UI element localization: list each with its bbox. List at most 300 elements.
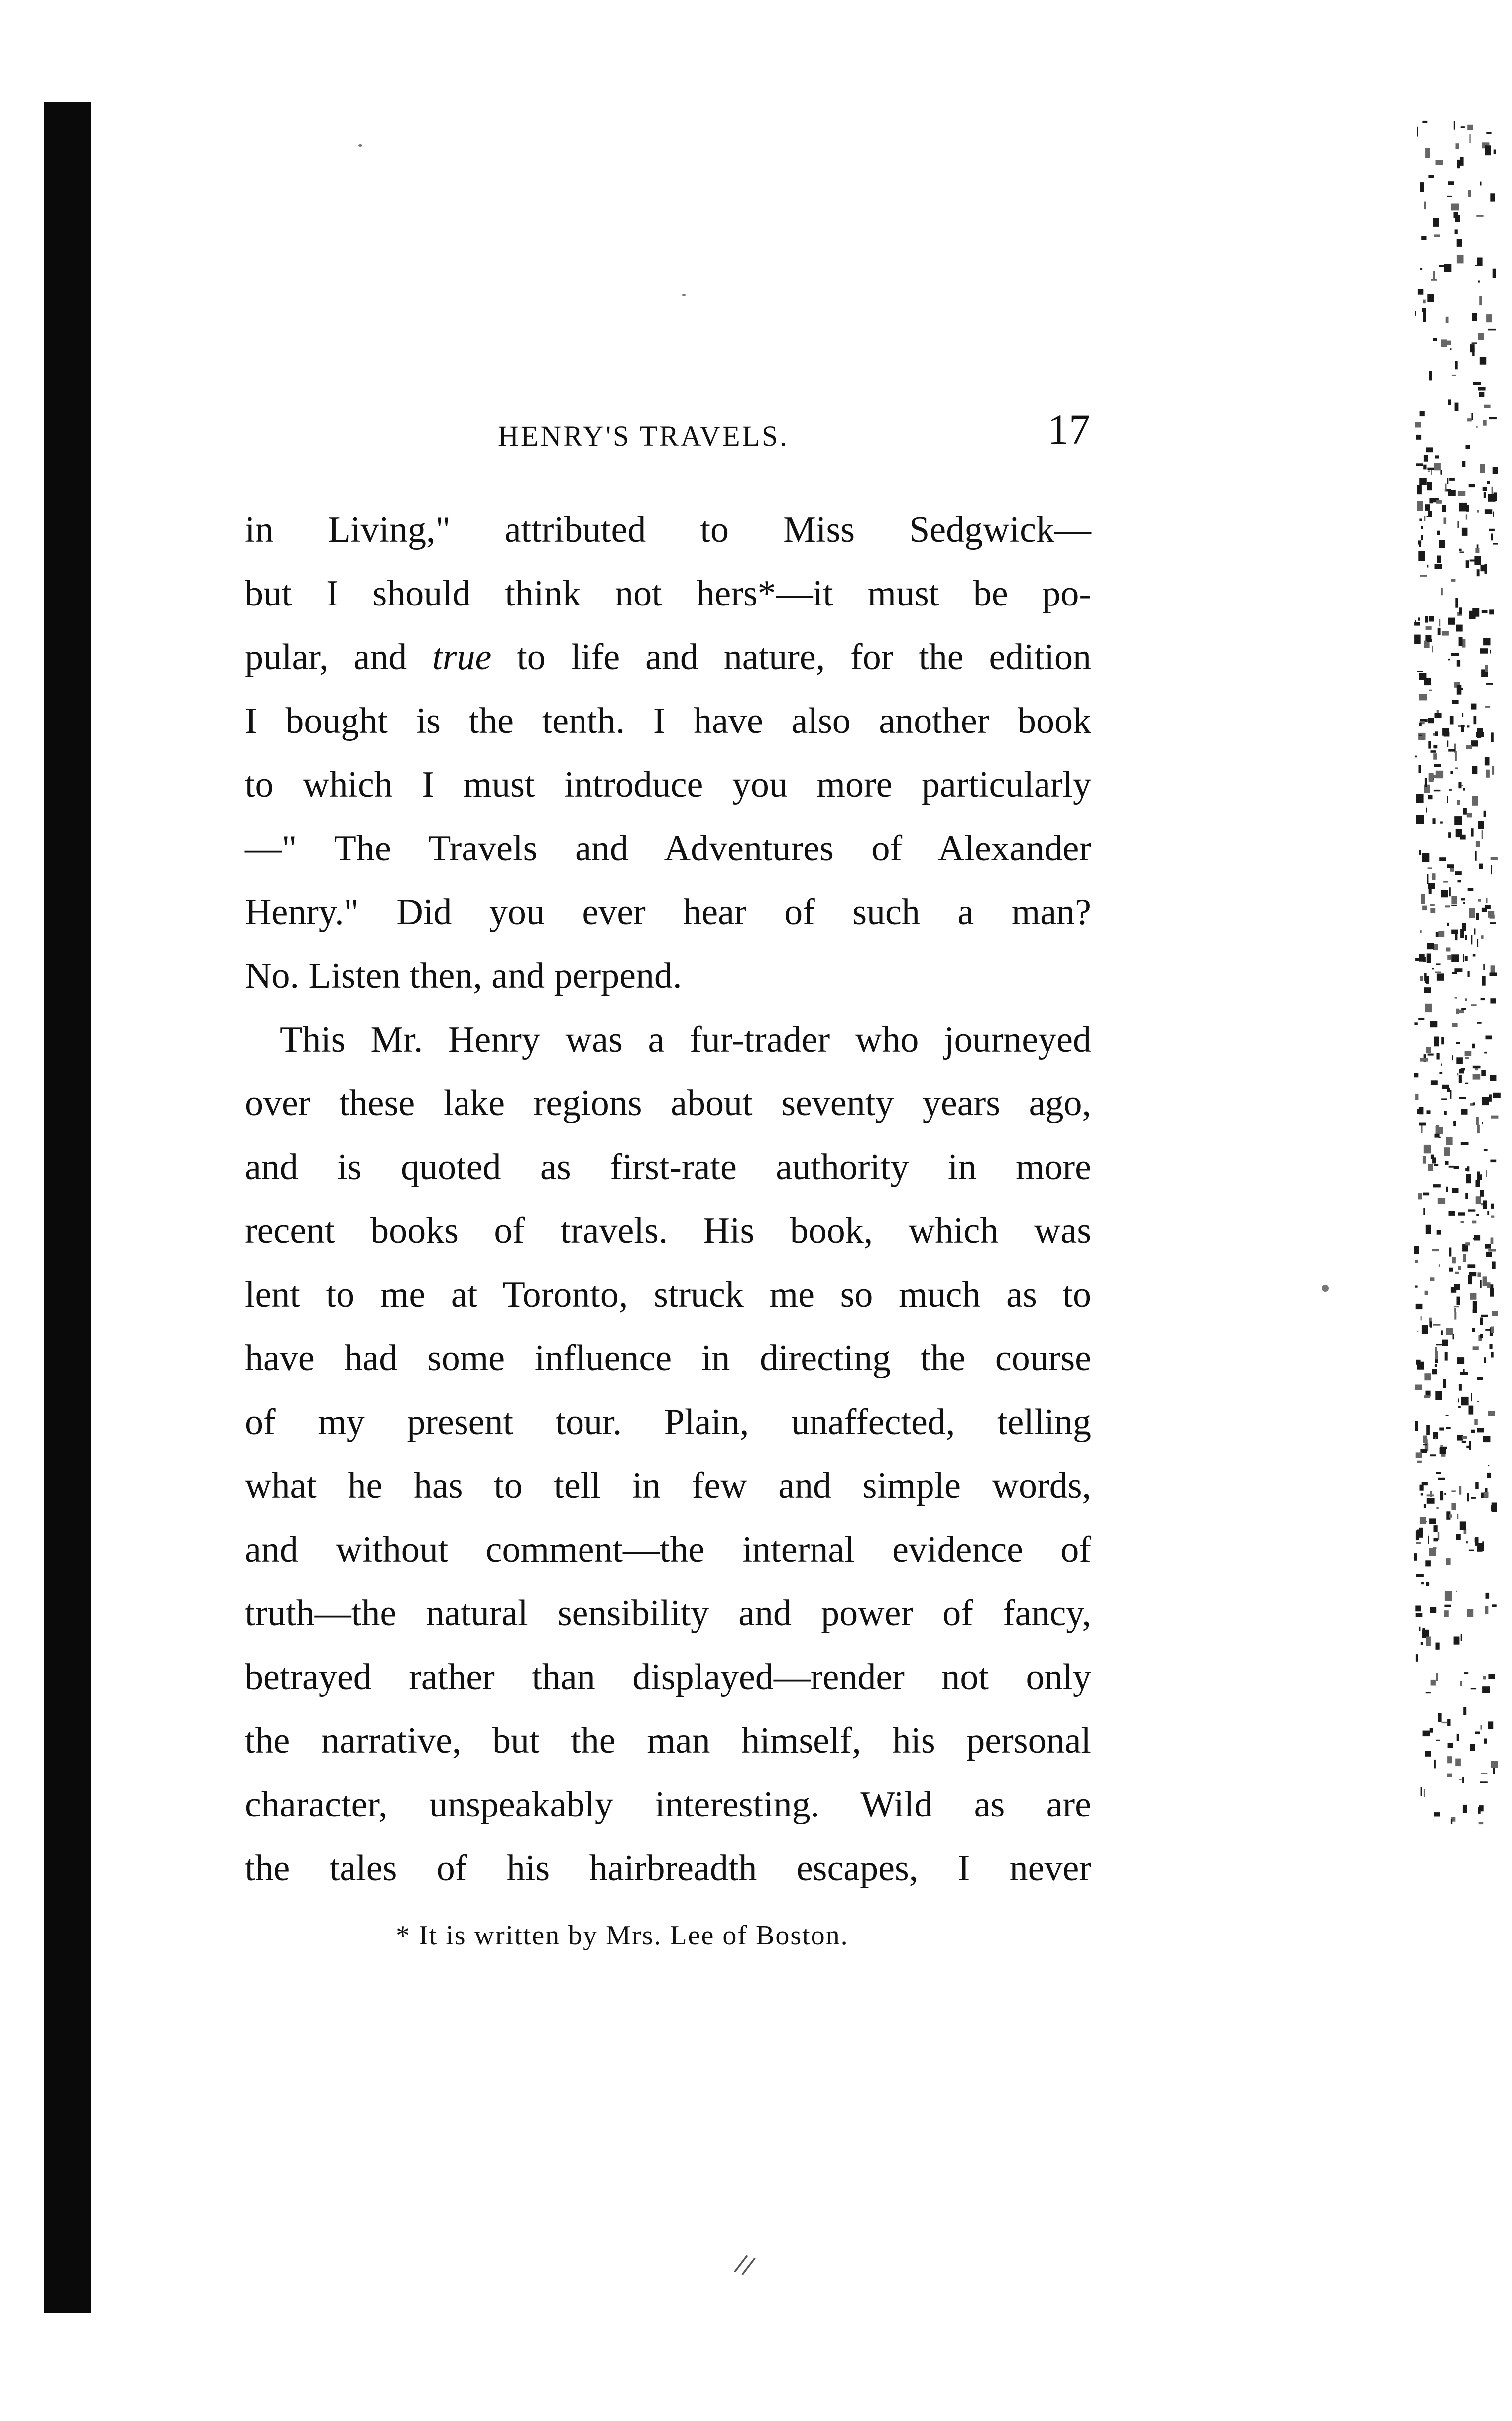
- noise-speck: [1438, 1713, 1441, 1722]
- noise-speck: [1457, 1357, 1464, 1364]
- noise-speck: [1429, 775, 1437, 778]
- noise-speck: [1480, 1334, 1483, 1338]
- noise-speck: [1442, 728, 1449, 736]
- noise-speck: [1460, 1372, 1468, 1375]
- noise-speck: [1418, 617, 1420, 620]
- noise-speck: [1419, 765, 1421, 773]
- noise-speck: [1449, 887, 1451, 896]
- noise-speck: [1482, 1541, 1484, 1551]
- noise-speck: [1484, 1739, 1487, 1744]
- noise-speck: [1456, 1057, 1463, 1064]
- noise-speck: [1420, 1517, 1426, 1524]
- noise-speck: [1429, 1548, 1436, 1556]
- noise-speck: [1481, 1203, 1483, 1205]
- noise-speck: [1492, 1262, 1496, 1269]
- noise-speck: [1473, 954, 1476, 957]
- noise-speck: [1426, 1692, 1431, 1693]
- noise-speck: [1440, 1491, 1444, 1501]
- noise-speck: [1449, 1248, 1451, 1257]
- noise-speck: [1420, 575, 1427, 577]
- noise-speck: [1461, 1221, 1464, 1223]
- noise-speck: [1457, 685, 1462, 695]
- noise-speck: [1463, 1254, 1466, 1262]
- noise-speck: [1436, 1126, 1438, 1135]
- noise-speck: [1437, 1230, 1441, 1235]
- noise-speck: [1491, 857, 1498, 860]
- noise-speck: [1450, 868, 1454, 872]
- noise-speck: [1467, 1166, 1470, 1171]
- noise-speck: [1458, 1406, 1461, 1408]
- noise-speck: [1415, 1421, 1418, 1431]
- noise-speck: [1484, 811, 1486, 817]
- noise-speck: [1414, 622, 1420, 626]
- noise-speck: [1468, 971, 1470, 977]
- noise-speck: [1426, 1582, 1429, 1586]
- noise-speck: [1419, 694, 1427, 701]
- noise-speck: [1477, 569, 1480, 576]
- noise-speck: [1419, 723, 1422, 726]
- noise-speck: [1450, 771, 1453, 774]
- noise-speck: [1473, 1102, 1475, 1105]
- noise-speck: [1483, 1436, 1491, 1442]
- noise-speck: [1444, 1605, 1451, 1607]
- noise-speck: [1476, 1180, 1480, 1187]
- noise-speck: [1452, 1055, 1453, 1060]
- noise-speck: [1469, 1406, 1474, 1415]
- noise-speck: [1452, 375, 1456, 376]
- noise-speck: [1433, 271, 1435, 280]
- noise-speck: [1462, 1436, 1467, 1439]
- noise-speck: [1492, 1503, 1497, 1512]
- noise-speck: [1459, 607, 1462, 614]
- noise-speck: [1421, 1493, 1423, 1495]
- noise-speck: [1488, 1249, 1496, 1251]
- noise-speck: [1469, 134, 1470, 143]
- noise-speck: [1447, 796, 1448, 803]
- noise-speck: [1481, 1315, 1488, 1317]
- noise-speck: [1493, 269, 1496, 278]
- noise-speck: [1472, 1328, 1475, 1332]
- text-line: lent to me at Toronto, struck me so much as to: [245, 1274, 1091, 1315]
- noise-speck: [1475, 1482, 1479, 1489]
- noise-speck: [1470, 1293, 1477, 1300]
- noise-speck: [1485, 706, 1490, 708]
- noise-speck: [1471, 828, 1474, 836]
- noise-speck: [1420, 930, 1422, 933]
- noise-speck: [1434, 1037, 1439, 1047]
- noise-speck: [1459, 1486, 1462, 1495]
- noise-speck: [1488, 329, 1496, 331]
- noise-speck: [1429, 690, 1432, 691]
- noise-speck: [1482, 610, 1488, 613]
- noise-speck: [1458, 1266, 1461, 1270]
- noise-speck: [1437, 556, 1441, 563]
- noise-speck: [1451, 1491, 1455, 1492]
- noise-speck: [1419, 478, 1427, 485]
- noise-speck: [1461, 1008, 1466, 1010]
- noise-speck: [1442, 505, 1446, 512]
- noise-speck: [1494, 150, 1496, 154]
- noise-speck: [1417, 1461, 1422, 1463]
- noise-speck: [1467, 125, 1473, 130]
- noise-speck: [1451, 653, 1459, 656]
- noise-speck: [1454, 1306, 1459, 1308]
- binding-edge: [44, 102, 91, 2313]
- noise-speck: [1446, 1415, 1449, 1416]
- noise-speck: [1481, 1773, 1488, 1774]
- noise-speck: [1486, 314, 1492, 322]
- noise-speck: [1416, 794, 1424, 803]
- noise-speck: [1476, 732, 1484, 737]
- noise-speck: [1482, 830, 1483, 839]
- noise-speck: [1424, 1789, 1425, 1797]
- text-segment: pular, and: [245, 637, 433, 678]
- noise-speck: [1414, 1073, 1419, 1078]
- noise-speck: [1451, 1819, 1452, 1824]
- noise-speck: [1469, 1441, 1471, 1450]
- noise-speck: [1447, 740, 1448, 747]
- text-line: character, unspeakably interesting. Wild as are: [245, 1784, 1091, 1825]
- noise-speck: [1476, 913, 1479, 920]
- noise-speck: [1436, 1643, 1440, 1650]
- noise-speck: [1444, 264, 1451, 272]
- noise-speck: [1476, 1117, 1479, 1125]
- noise-speck: [1444, 1147, 1450, 1156]
- noise-speck: [1441, 1098, 1447, 1100]
- noise-speck: [1455, 934, 1458, 941]
- noise-speck: [1428, 741, 1431, 749]
- noise-speck: [1483, 964, 1485, 970]
- noise-speck: [1486, 770, 1490, 778]
- noise-speck: [1467, 1264, 1475, 1268]
- noise-speck: [1471, 413, 1473, 420]
- noise-speck: [1471, 704, 1477, 710]
- noise-speck: [1480, 1318, 1483, 1326]
- noise-speck: [1427, 1494, 1434, 1496]
- noise-speck: [1459, 1069, 1464, 1074]
- text-line: in Living," attributed to Miss Sedgwick—: [245, 509, 1091, 550]
- noise-speck: [1426, 1047, 1431, 1053]
- noise-speck: [1459, 503, 1467, 512]
- noise-speck: [1490, 998, 1496, 1003]
- noise-speck: [1422, 853, 1429, 862]
- noise-speck: [1464, 1529, 1467, 1534]
- noise-speck: [1473, 1074, 1481, 1080]
- noise-speck: [1475, 1732, 1480, 1734]
- noise-speck: [1427, 468, 1434, 470]
- noise-speck: [1435, 1391, 1442, 1400]
- noise-speck: [1491, 1204, 1494, 1209]
- noise-speck: [1465, 935, 1467, 940]
- noise-speck: [1483, 638, 1490, 645]
- noise-speck: [1423, 300, 1426, 304]
- noise-speck: [1485, 757, 1490, 766]
- noise-speck: [1415, 1094, 1418, 1100]
- noise-speck: [1468, 190, 1471, 197]
- noise-speck: [1457, 1073, 1458, 1075]
- noise-speck: [1446, 1427, 1451, 1429]
- noise-speck: [1456, 143, 1459, 149]
- footnote: [396, 1920, 849, 1951]
- noise-speck: [1415, 958, 1419, 961]
- noise-speck: [1442, 1722, 1448, 1723]
- noise-speck: [1468, 1209, 1475, 1211]
- noise-speck: [1490, 973, 1497, 977]
- noise-speck: [1484, 1492, 1489, 1498]
- noise-speck: [1440, 822, 1443, 824]
- noise-speck: [1445, 484, 1447, 491]
- noise-speck: [1466, 505, 1469, 512]
- noise-speck: [1466, 1446, 1471, 1448]
- noise-speck: [1449, 1211, 1455, 1216]
- noise-speck: [1433, 745, 1437, 748]
- noise-speck: [1445, 1161, 1449, 1165]
- text-line: I bought is the tenth. I have also another book: [245, 701, 1091, 741]
- noise-speck: [1459, 549, 1462, 551]
- noise-speck: [1482, 1686, 1490, 1693]
- noise-speck: [1415, 1286, 1417, 1288]
- noise-speck: [1419, 1123, 1426, 1126]
- noise-speck: [1463, 902, 1465, 904]
- noise-speck: [1462, 713, 1464, 717]
- noise-speck: [1477, 1125, 1480, 1133]
- noise-speck: [1475, 1537, 1478, 1546]
- noise-speck: [1462, 528, 1468, 536]
- noise-speck: [1419, 1627, 1421, 1631]
- noise-speck: [1489, 417, 1497, 419]
- noise-speck: [1472, 1221, 1476, 1224]
- noise-speck: [1422, 308, 1426, 312]
- noise-speck: [1445, 1352, 1448, 1361]
- noise-speck: [1466, 514, 1467, 519]
- noise-speck: [1478, 821, 1484, 829]
- noise-speck: [1460, 929, 1464, 938]
- noise-speck: [1479, 1805, 1484, 1811]
- scan-speck: [358, 144, 362, 147]
- noise-speck: [1480, 182, 1482, 186]
- noise-speck: [1486, 1252, 1492, 1257]
- noise-speck: [1454, 121, 1455, 130]
- noise-speck: [1478, 899, 1481, 901]
- noise-speck: [1425, 148, 1430, 158]
- noise-speck: [1473, 382, 1481, 385]
- noise-speck: [1461, 1634, 1462, 1641]
- running-head-title: HENRY'S TRAVELS.: [498, 420, 789, 452]
- noise-speck: [1421, 1125, 1423, 1133]
- noise-speck: [1421, 1787, 1422, 1796]
- running-head: [244, 404, 1090, 459]
- noise-speck: [1416, 1452, 1422, 1458]
- noise-speck: [1472, 313, 1477, 321]
- noise-speck: [1431, 750, 1436, 753]
- noise-speck: [1467, 1493, 1469, 1502]
- noise-speck: [1451, 204, 1459, 211]
- noise-speck: [1478, 333, 1484, 340]
- noise-speck: [1438, 628, 1441, 635]
- noise-speck: [1442, 631, 1449, 636]
- noise-speck: [1435, 1364, 1437, 1367]
- noise-speck: [1435, 564, 1442, 569]
- noise-speck: [1491, 732, 1494, 742]
- noise-speck: [1430, 908, 1435, 913]
- noise-speck: [1455, 1272, 1459, 1274]
- noise-speck: [1466, 1174, 1471, 1184]
- noise-speck: [1457, 160, 1460, 168]
- noise-speck: [1491, 1327, 1494, 1333]
- noise-speck: [1482, 1097, 1489, 1106]
- noise-speck: [1473, 1301, 1477, 1310]
- page-number: 17: [1047, 405, 1090, 453]
- noise-speck: [1441, 588, 1443, 595]
- noise-speck: [1448, 490, 1456, 496]
- noise-speck: [1435, 1437, 1436, 1439]
- noise-speck: [1477, 728, 1483, 732]
- scan-noise-strip: [1384, 115, 1512, 1832]
- noise-speck: [1453, 1121, 1456, 1126]
- noise-speck: [1426, 1225, 1431, 1234]
- noise-speck: [1480, 464, 1485, 473]
- noise-speck: [1420, 1485, 1424, 1491]
- noise-speck: [1447, 1774, 1452, 1777]
- noise-speck: [1417, 671, 1423, 672]
- noise-speck: [1421, 1642, 1423, 1645]
- noise-speck: [1465, 1083, 1469, 1084]
- noise-speck: [1444, 1610, 1448, 1617]
- noise-speck: [1488, 911, 1494, 918]
- text-line: This Mr. Henry was a fur-trader who journeyed: [280, 1019, 1091, 1060]
- noise-speck: [1469, 611, 1476, 619]
- noise-speck: [1482, 976, 1486, 986]
- noise-speck: [1468, 888, 1474, 891]
- noise-speck: [1428, 795, 1433, 799]
- noise-speck: [1489, 529, 1495, 531]
- noise-speck: [1485, 1329, 1491, 1331]
- noise-speck: [1447, 864, 1454, 868]
- noise-speck: [1425, 504, 1430, 511]
- noise-speck: [1448, 749, 1455, 752]
- noise-speck: [1481, 1725, 1482, 1730]
- noise-speck: [1450, 716, 1454, 725]
- noise-speck: [1472, 766, 1477, 774]
- noise-speck: [1472, 796, 1478, 806]
- noise-speck: [1477, 1022, 1482, 1024]
- noise-speck: [1474, 1419, 1478, 1425]
- text-line: but I should think not hers*—it must be po-: [245, 573, 1091, 614]
- noise-speck: [1446, 1558, 1451, 1565]
- noise-speck: [1428, 718, 1434, 723]
- noise-speck: [1449, 789, 1452, 791]
- noise-speck: [1471, 1430, 1475, 1433]
- noise-speck: [1448, 618, 1455, 625]
- noise-speck: [1436, 1740, 1440, 1741]
- noise-speck: [1491, 1238, 1494, 1244]
- noise-speck: [1432, 1369, 1437, 1374]
- noise-speck: [1443, 1379, 1446, 1388]
- noise-speck: [1491, 1116, 1499, 1119]
- noise-speck: [1434, 1164, 1439, 1166]
- noise-speck: [1422, 906, 1427, 911]
- noise-speck: [1465, 1057, 1469, 1059]
- noise-speck: [1458, 491, 1465, 496]
- noise-speck: [1424, 516, 1426, 521]
- noise-speck: [1477, 939, 1478, 947]
- noise-speck: [1455, 215, 1460, 222]
- italic-word: true: [432, 637, 492, 678]
- noise-speck: [1479, 1822, 1484, 1825]
- noise-speck: [1452, 1188, 1458, 1193]
- noise-speck: [1449, 1268, 1453, 1272]
- noise-speck: [1417, 127, 1418, 137]
- noise-speck: [1430, 1454, 1436, 1456]
- text-line: No. Listen then, and perpend.: [245, 956, 682, 996]
- noise-speck: [1436, 963, 1441, 965]
- noise-speck: [1437, 973, 1444, 980]
- noise-speck: [1455, 997, 1457, 999]
- noise-speck: [1473, 1310, 1477, 1313]
- noise-speck: [1474, 556, 1481, 565]
- noise-speck: [1416, 1530, 1419, 1540]
- noise-speck: [1466, 745, 1472, 749]
- noise-speck: [1435, 1359, 1438, 1363]
- noise-speck: [1430, 1728, 1433, 1732]
- noise-speck: [1440, 1445, 1443, 1447]
- noise-speck: [1439, 619, 1440, 627]
- noise-speck: [1430, 1277, 1434, 1281]
- noise-speck: [1461, 126, 1465, 128]
- noise-speck: [1446, 1328, 1453, 1335]
- noise-speck: [1423, 465, 1426, 470]
- noise-speck: [1415, 422, 1421, 428]
- noise-speck: [1478, 281, 1480, 283]
- noise-speck: [1487, 1211, 1489, 1215]
- noise-speck: [1455, 598, 1458, 608]
- noise-speck: [1473, 1238, 1476, 1239]
- noise-speck: [1441, 339, 1447, 347]
- noise-speck: [1435, 713, 1442, 718]
- noise-speck: [1491, 965, 1495, 973]
- noise-speck: [1486, 132, 1491, 134]
- noise-speck: [1471, 1688, 1476, 1689]
- noise-speck: [1485, 564, 1487, 574]
- noise-speck: [1490, 1160, 1496, 1163]
- noise-speck: [1476, 215, 1483, 217]
- noise-speck: [1490, 1288, 1494, 1297]
- noise-speck: [1494, 492, 1497, 501]
- noise-speck: [1420, 1521, 1427, 1523]
- noise-speck: [1416, 815, 1424, 824]
- noise-speck: [1492, 1604, 1497, 1607]
- noise-speck: [1426, 1637, 1431, 1646]
- noise-speck: [1431, 1080, 1438, 1085]
- noise-speck: [1458, 1399, 1459, 1403]
- noise-speck: [1433, 818, 1436, 824]
- noise-speck: [1471, 935, 1472, 945]
- noise-speck: [1451, 905, 1457, 906]
- noise-speck: [1415, 756, 1417, 758]
- noise-speck: [1457, 1010, 1464, 1013]
- noise-speck: [1457, 660, 1460, 666]
- noise-speck: [1438, 931, 1444, 937]
- noise-speck: [1424, 455, 1428, 462]
- noise-speck: [1430, 904, 1435, 906]
- noise-speck: [1429, 616, 1434, 621]
- noise-speck: [1425, 1004, 1432, 1012]
- noise-speck: [1484, 1357, 1486, 1363]
- noise-speck: [1428, 1054, 1434, 1056]
- noise-speck: [1419, 958, 1426, 960]
- noise-speck: [1459, 1075, 1462, 1083]
- text-line: have had some influence in directing the course: [245, 1338, 1091, 1379]
